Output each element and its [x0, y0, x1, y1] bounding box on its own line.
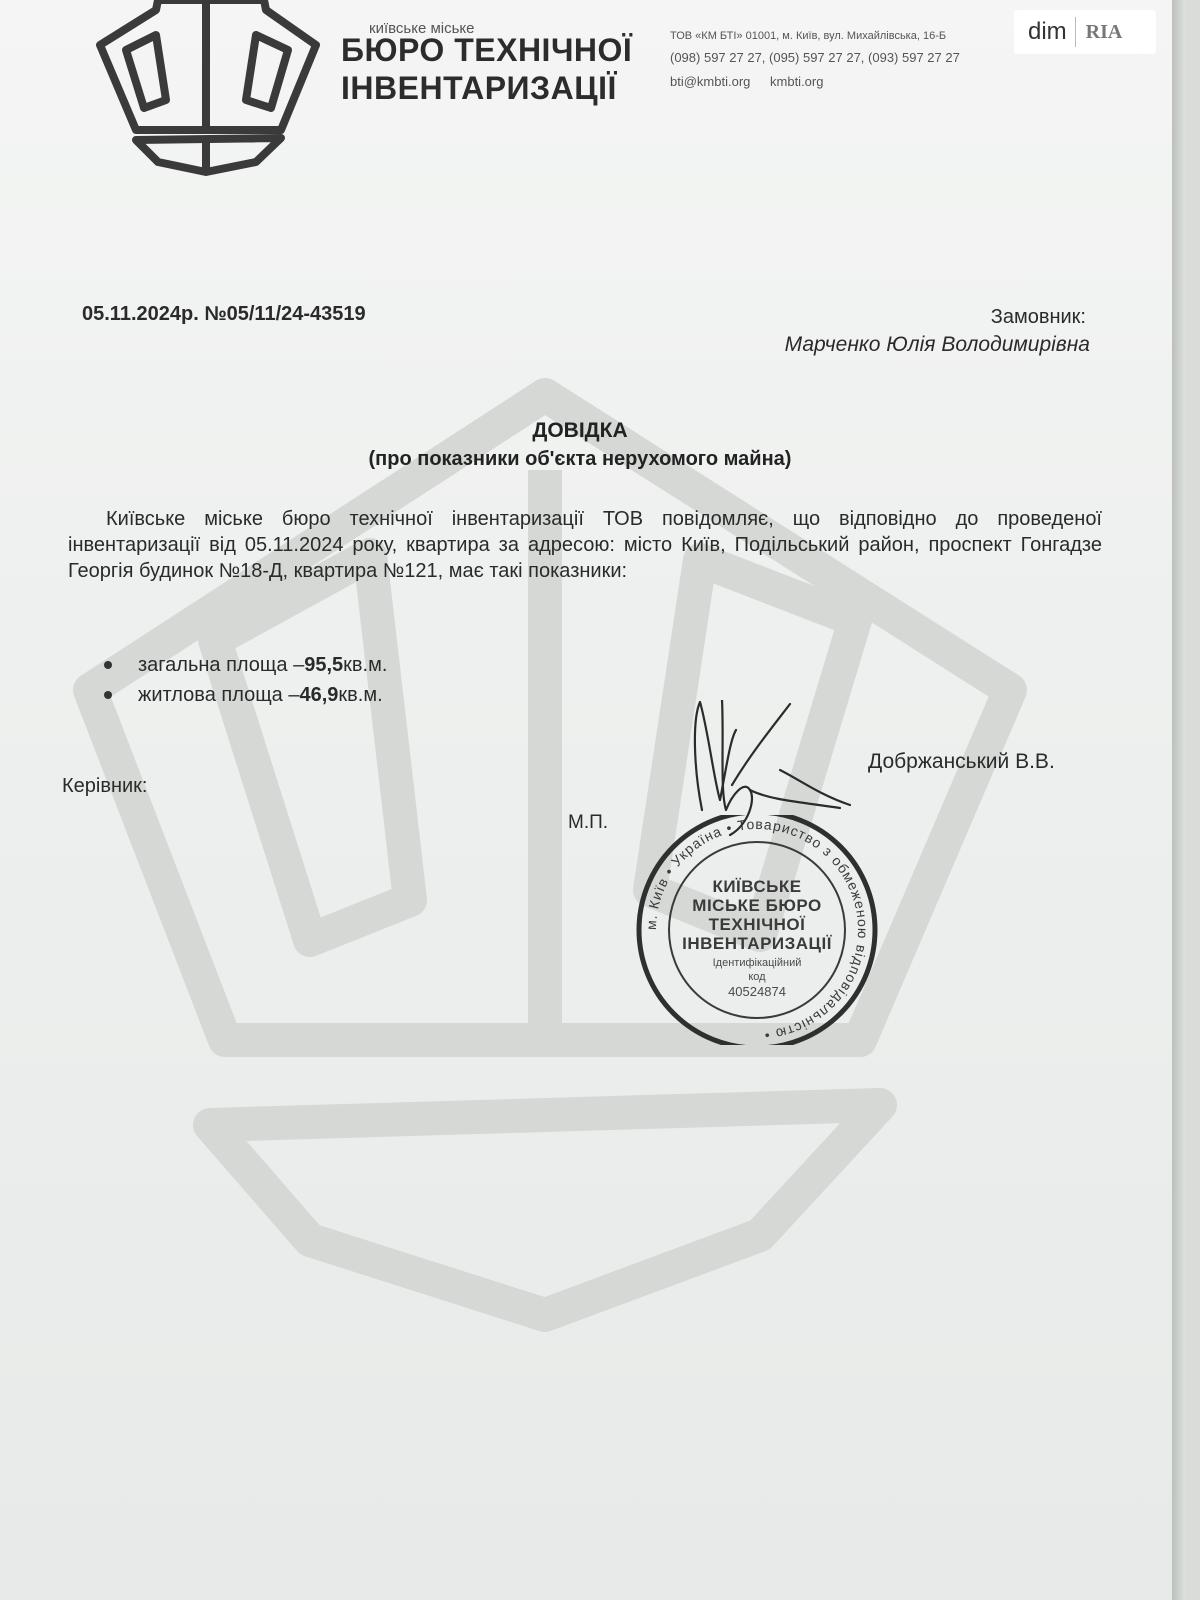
- ria-logo-text: RIA: [1085, 20, 1123, 43]
- indicator-total-area: [104, 650, 387, 680]
- indicator-label: загальна площа –: [138, 654, 305, 676]
- stamp-code-label: код: [748, 971, 766, 983]
- indicators-list: [104, 650, 387, 710]
- dim-logo-text: dim: [1028, 18, 1067, 45]
- dimria-watermark: [1014, 10, 1156, 54]
- org-name-small: київське міське: [369, 20, 475, 37]
- org-contacts: [670, 74, 839, 89]
- stamp-line-4: ІНВЕНТАРИЗАЦІЇ: [682, 934, 832, 953]
- handwritten-signature: [690, 700, 870, 850]
- stamp-line-1: КИЇВСЬКЕ: [712, 877, 802, 896]
- stamp-line-2: МІСЬКЕ БЮРО: [692, 896, 822, 915]
- org-name-line-1: БЮРО ТЕХНІЧНОЇ: [341, 32, 633, 68]
- document-title: ДОВІДКА: [532, 419, 628, 442]
- stamp-ring-text: м. Київ • Україна • Товариство з обмеженою відповідальністю •: [642, 815, 872, 1044]
- head-name: Добржанський В.В.: [868, 750, 1055, 773]
- org-email[interactable]: bti@kmbti.org: [670, 74, 751, 89]
- bullet-icon: [104, 691, 112, 699]
- client-label: Замовник:: [990, 306, 1086, 328]
- document-date-number: 05.11.2024р. №05/11/24-43519: [82, 303, 366, 325]
- kmbti-logo: [96, 0, 326, 180]
- document-body: Київське міське бюро технічної інвентаризації ТОВ повідомляє, що відповідно до проведеної інвентаризації від 05.11.2024 року, квартира за адресою: місто Київ, Подільський район, проспект Гонгадзе Георгія будинок №18-Д, квартира №121, має такі показники:: [68, 508, 1102, 582]
- stamp-line-3: ТЕХНІЧНОЇ: [708, 915, 806, 934]
- head-label: Керівник:: [62, 775, 148, 797]
- indicator-living-area: [104, 680, 387, 710]
- indicator-label: житлова площа –: [138, 684, 300, 706]
- indicator-unit: кв.м.: [338, 684, 383, 706]
- document-subtitle: (про показники об'єкта нерухомого майна): [368, 448, 792, 470]
- bullet-icon: [104, 661, 112, 669]
- org-phones: (098) 597 27 27, (095) 597 27 27, (093) 597 27 27: [670, 50, 960, 65]
- indicator-value: 95,5: [304, 654, 344, 676]
- stamp-id-label: Ідентифікаційний: [712, 957, 802, 969]
- stamp-code: 40524874: [728, 984, 786, 999]
- indicator-unit: кв.м.: [343, 654, 388, 676]
- org-website[interactable]: kmbti.org: [770, 74, 824, 89]
- indicator-value: 46,9: [299, 684, 339, 706]
- org-address: ТОВ «КМ БТІ» 01001, м. Київ, вул. Михайлівська, 16-Б: [670, 30, 947, 42]
- seal-place-label: М.П.: [568, 812, 609, 833]
- org-name-line-2: ІНВЕНТАРИЗАЦІЇ: [341, 70, 617, 106]
- client-name: Марченко Юлія Володимирівна: [784, 333, 1090, 356]
